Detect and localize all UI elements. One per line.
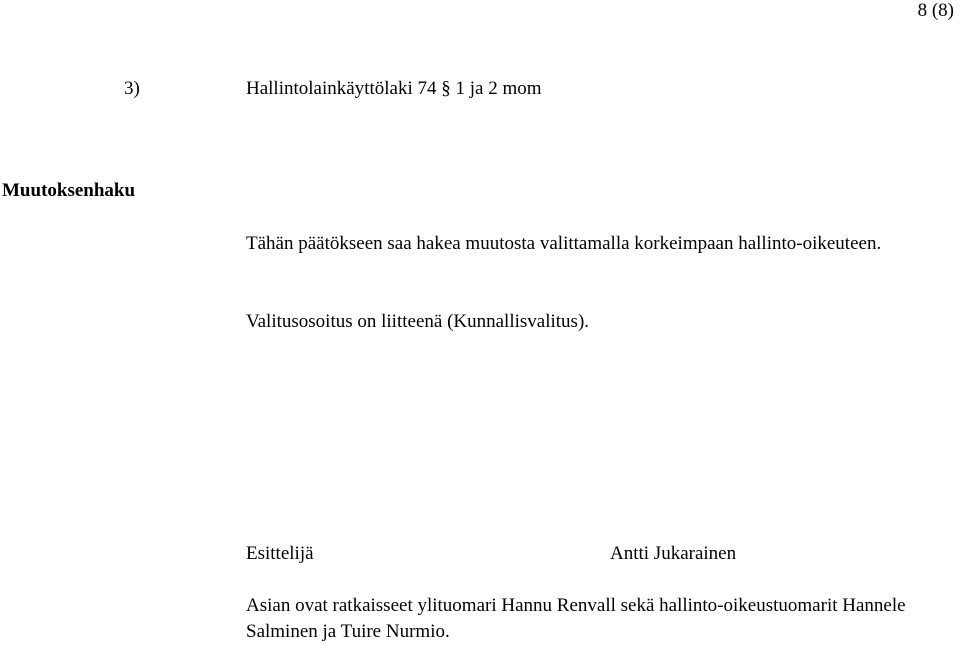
- appeal-instructions-text: Tähän päätökseen saa hakea muutosta valittamalla korkeimpaan hallinto-oikeuteen.: [246, 233, 882, 254]
- appeal-notice-paragraph: [246, 309, 946, 335]
- legal-reference: Hallintolainkäyttölaki 74 § 1 ja 2 mom: [246, 78, 542, 99]
- page-number: 8 (8): [917, 0, 954, 21]
- appeal-notice-text: Valitusosoitus on liitteenä (Kunnallisvalitus).: [246, 311, 590, 332]
- presenter-name: Antti Jukarainen: [610, 543, 737, 564]
- appeal-section-heading: Muutoksenhaku: [2, 180, 136, 201]
- item-number: 3): [124, 78, 140, 99]
- appeal-instructions-paragraph: [246, 231, 946, 257]
- presenter-label: Esittelijä: [246, 543, 314, 564]
- decision-makers-paragraph: Asian ovat ratkaisseet ylituomari Hannu Renvall sekä hallinto-oikeustuomarit Hannele Salminen ja Tuire Nurmio.: [246, 595, 906, 642]
